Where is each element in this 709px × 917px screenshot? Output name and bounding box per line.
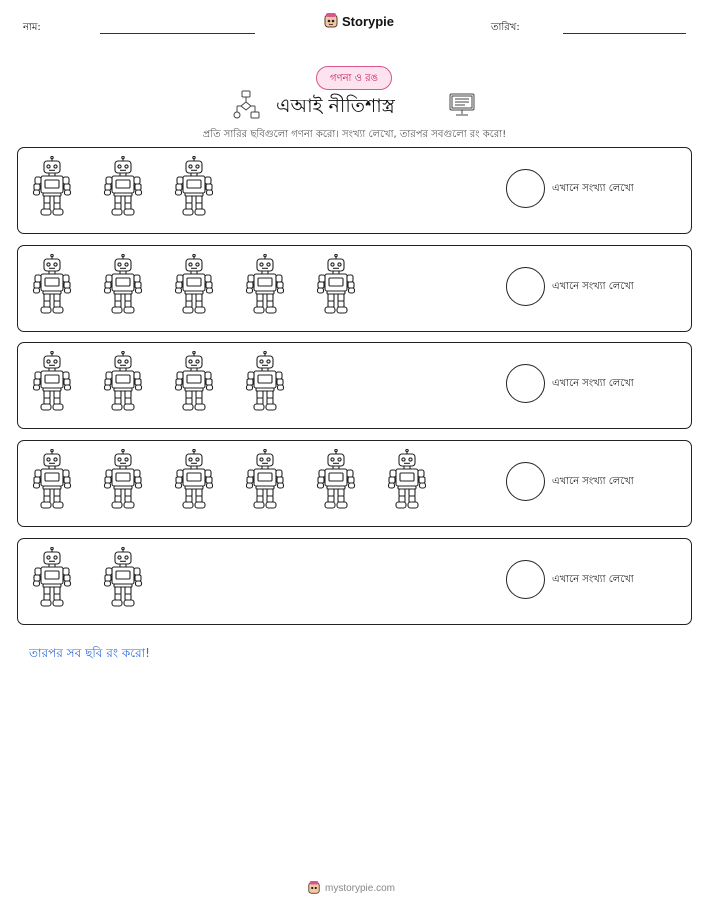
robot-icon [314, 449, 358, 511]
count-row [17, 342, 692, 429]
count-row [17, 147, 692, 234]
storypie-logo [323, 12, 394, 30]
write-number-label: এখানে সংখ্যা লেখো [552, 281, 634, 292]
robot-icon [101, 156, 145, 218]
robot-icon [243, 449, 287, 511]
answer-circle[interactable] [506, 560, 545, 599]
robot-icon [172, 254, 216, 316]
count-row [17, 538, 692, 625]
robot-icon [101, 254, 145, 316]
robot-icon [30, 351, 74, 413]
robot-icon [101, 351, 145, 413]
robot-icon [30, 156, 74, 218]
robot-icon [30, 449, 74, 511]
robot-icon [314, 254, 358, 316]
robot-icon [172, 449, 216, 511]
robot-icon [385, 449, 429, 511]
write-number-label: এখানে সংখ্যা লেখো [552, 183, 634, 194]
storypie-mascot-icon [307, 880, 321, 896]
robot-icon [243, 351, 287, 413]
write-number-label: এখানে সংখ্যা লেখো [552, 574, 634, 585]
robot-icon [172, 156, 216, 218]
count-row [17, 440, 692, 527]
answer-circle[interactable] [506, 462, 545, 501]
answer-circle[interactable] [506, 364, 545, 403]
answer-circle[interactable] [506, 267, 545, 306]
robot-icon [243, 254, 287, 316]
write-number-label: এখানে সংখ্যা লেখো [552, 378, 634, 389]
write-number-label: এখানে সংখ্যা লেখো [552, 476, 634, 487]
footer-site [307, 880, 395, 896]
robot-icon [30, 254, 74, 316]
page-title: এআই নীতিশাস্ত্র [276, 95, 395, 117]
answer-circle[interactable] [506, 169, 545, 208]
footer-note: তারপর সব ছবি রং করো! [29, 646, 150, 660]
name-line[interactable] [100, 33, 255, 34]
robot-icon [30, 547, 74, 609]
category-badge: গণনা ও রঙ [316, 66, 392, 90]
date-line[interactable] [563, 33, 686, 34]
brand-name: Storypie [342, 13, 395, 29]
robot-icon [101, 547, 145, 609]
flowchart-icon [232, 90, 260, 120]
instructions: প্রতি সারির ছবিগুলো গণনা করো। সংখ্যা লেখো, তারপর সবগুলো রং করো! [202, 129, 507, 140]
computer-monitor-icon [448, 93, 476, 117]
storypie-mascot-icon [323, 12, 339, 30]
name-label: নাম: [23, 22, 41, 33]
robot-icon [172, 351, 216, 413]
date-label: তারিখ: [491, 22, 520, 33]
robot-icon [101, 449, 145, 511]
site-url[interactable]: mystorypie.com [325, 882, 396, 894]
count-row [17, 245, 692, 332]
